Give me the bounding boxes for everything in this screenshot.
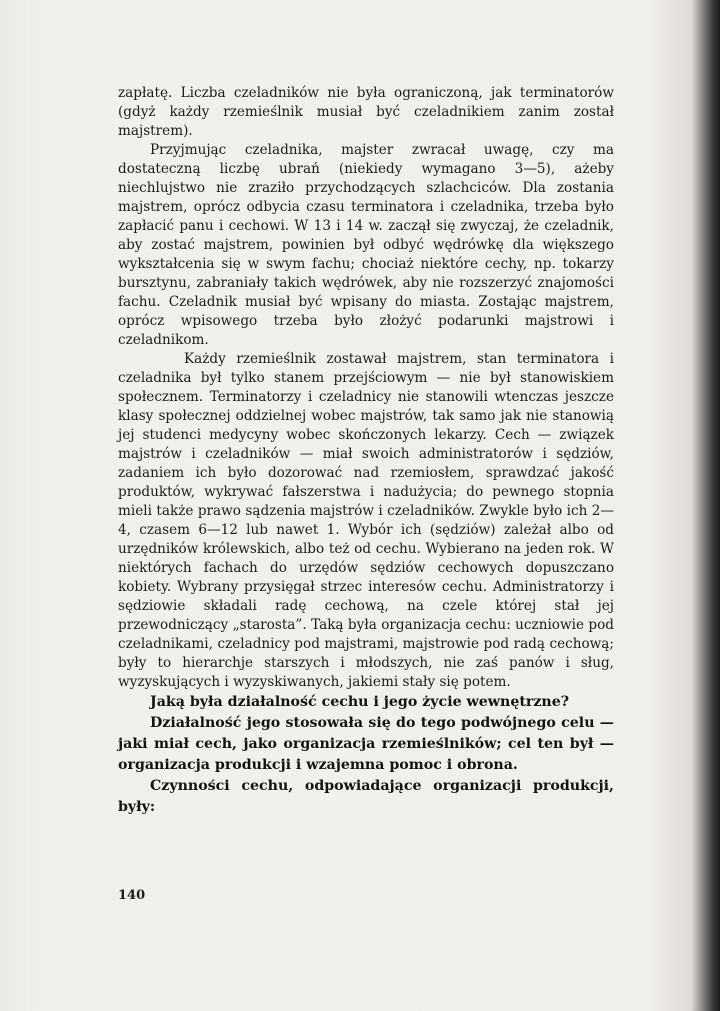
- paragraph-1: zapłatę. Liczba czeladników nie była ograniczoną, jak terminatorów (gdyż każdy rzemieślnik musiał być czeladnikiem zanim został majstrem).: [118, 85, 614, 139]
- paragraph-question: Jaką była działalność cechu i jego życie wewnętrzne?: [150, 694, 570, 710]
- paragraph-5: Czynności cechu, odpowiadające organizacji produkcji, były:: [118, 778, 614, 815]
- paragraph-3: Każdy rzemieślnik zostawał majstrem, stan terminatora i czeladnika był tylko stanem przejściowym — nie był stanowiskiem społecznem. Terminatorzy i czeladnicy nie stanowili wtenczas jeszcze klasy społecznej oddzielnej wobec majstrów, tak samo jak nie stanowią jej studenci medycyny wobec skończonych lekarzy. Cech — związek majstrów i czeladników — miał swoich administratorów i sędziów, zadaniem ich było dozorować nad rzemiosłem, sprawdzać jakość produktów, wykrywać fałszerstwa i nadużycia; do pewnego stopnia mieli także prawo sądzenia majstrów i czeladników. Zwykle było ich 2—4, czasem 6—12 lub nawet 1. Wybór ich (sędziów) zależał albo od urzędników królewskich, albo też od cechu. Wybierano na jeden rok. W niektórych fachach do urzędów sędziów cechowych dopuszczano kobiety. Wybrany przysięgał strzec interesów cechu. Administratorzy i sędziowie składali radę cechową, na czele której stał jej przewodniczący „starosta”. Taką była organizacja cechu: uczniowie pod czeladnikami, czeladnicy pod majstrami, majstrowie pod radą cechową; były to hierarchje starszych i młodszych, nie zaś panów i sług, wyzyskujących i wyzyskiwanych, jakiemi stały się potem.: [118, 351, 614, 690]
- page-number: 140: [118, 888, 146, 903]
- paragraph-4: Działalność jego stosowała się do tego podwójnego celu — jaki miał cech, jako organizacja rzemieślników; cel ten był — organizacja produkcji i wzajemna pomoc i obrona.: [118, 715, 614, 773]
- body-text: [118, 84, 614, 818]
- paragraph-2: Przyjmując czeladnika, majster zwracał uwagę, czy ma dostateczną liczbę ubrań (niekiedy wymagano 3—5), ażeby niechlujstwo nie zraziło przychodzących szlachciców. Dla zostania majstrem, oprócz odbycia czasu terminatora i czeladnika, trzeba było zapłacić panu i cechowi. W 13 i 14 w. zaczął się zwyczaj, że czeladnik, aby zostać majstrem, powinien był odbyć wędrówkę dla większego wykształcenia się w swym fachu; chociaż niektóre cechy, np. tokarzy bursztynu, zabraniały takich wędrówek, aby nie rozszerzyć znajomości fachu. Czeladnik musiał być wpisany do miasta. Zostając majstrem, oprócz wpisowego trzeba było złożyć podarunki majstrowi i czeladnikom.: [118, 142, 614, 348]
